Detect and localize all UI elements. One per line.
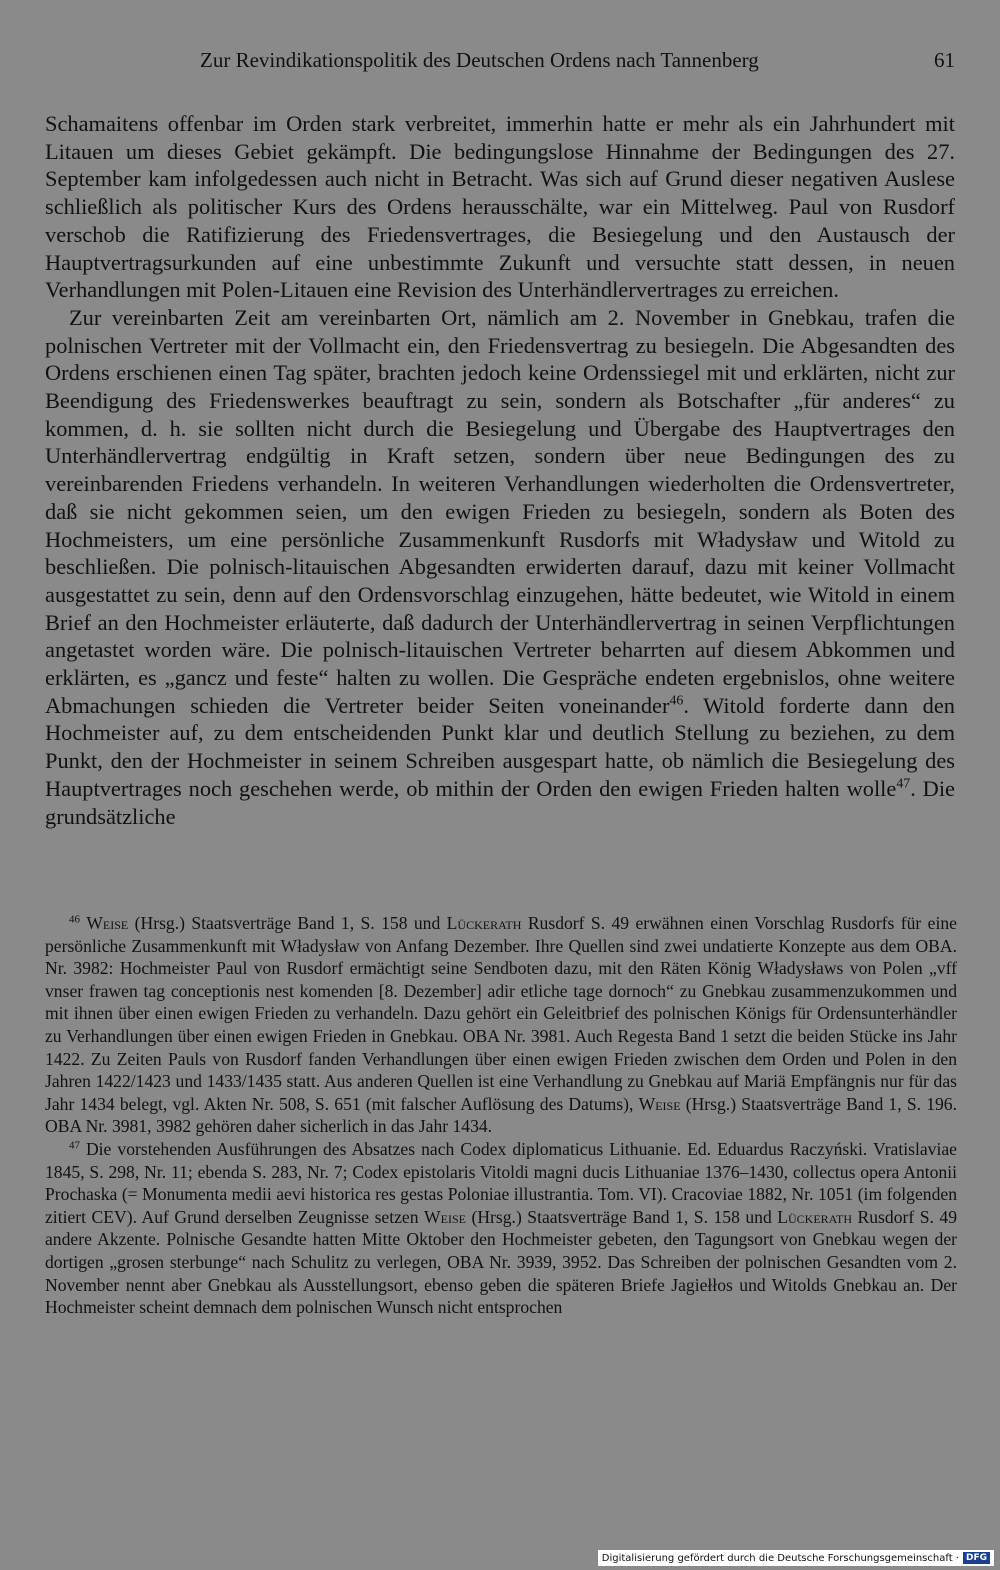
running-head [45,48,955,78]
author-name: Lückerath [446,913,522,933]
paragraph-2-part-b: . Witold forderte dann den Hochmeister auf, zu dem entscheidenden Punkt klar und deutlich Stellung zu beziehen, zu dem Punkt, den der Hochmeister in seinem Schreiben ausgespart hatte, ob nämlich die Besiegelung des Hauptvertrages noch geschehen werde, ob mithin der Orden den ewigen Frieden halten wolle [45,692,955,801]
paragraph-1: Schamaitens offenbar im Orden stark verbreitet, immerhin hatte er mehr als ein Jahrhundert mit Litauen um dieses Gebiet gekämpft. Die bedingungslose Hinnahme der Bedingungen des 27. September kam infolgedessen auch nicht in Betracht. Was sich auf Grund dieser negativen Auslese schließlich als politischer Kurs des Ordens herausschälte, war ein Mittelweg. Paul von Rusdorf verschob die Ratifizierung des Friedensvertrages, die Besiegelung und den Austausch der Hauptvertragsurkunden auf eine unbestimmte Zukunft und versuchte statt dessen, in neuen Verhandlungen mit Polen-Litauen eine Revision des Unterhändlervertrages zu erreichen. [45,111,955,303]
footnote-47-text-c: Rusdorf S. 49 andere Akzente. Polnische Gesandte hatten Mitte Oktober den Hochmeister gebeten, den Tagungsort von Gnebkau wegen der dortigen „grosen sterbunge“ nach Schulitz zu verlegen, OBA Nr. 3939, 3952. Das Schreiben der polnischen Gesandten vom 2. November nennt aber Gnebkau als Ausstellungsort, ebenso geben die späteren Briefe Jagiełłos und Witolds Gnebkau an. Der Hochmeister scheint demnach dem polnischen Wunsch nicht entsprochen [45,1206,957,1318]
author-name: Weise [424,1206,466,1227]
footnote-47-text-a: Die vorstehenden Ausführungen des Absatzes nach Codex diplomaticus Lithuanie. Ed. Eduardus Raczyński. Vratislaviae 1845, S. 298, Nr. 11; ebenda S. 283, Nr. 7; Codex epistolaris Vitoldi magni ducis Lithuaniae 1376–1430, collectus opera Antonii Prochaska (= Monumenta medii aevi historica res gestas Poloniae illustrantia. Tom. VI). Cracoviae 1882, Nr. 1051 (im folgenden zitiert CEV). Auf Grund derselben Zeugnisse setzen [45,1138,957,1227]
footnote-ref-47: 47 [896,776,911,792]
dfg-logo-icon: DFG [963,1552,990,1564]
author-name: Lückerath [777,1206,853,1227]
paragraph-2-part-a: Zur vereinbarten Zeit am vereinbarten Ort, nämlich am 2. November in Gnebkau, trafen die polnischen Vertreter mit der Vollmacht ein, den Friedensvertrag zu besiegeln. Die Abgesandten des Ordens erschienen einen Tag später, brachten jedoch keine Ordenssiegel mit und erklärten, nicht zur Beendigung des Friedenswerkes beauftragt zu sein, sondern als Botschafter „für anderes“ zu kommen, d. h. sie sollten nicht durch die Besiegelung und Übergabe des Hauptvertrages den Unterhändlervertrag endgültig in Kraft setzen, sondern über neue Bedingungen des zu vereinbarenden Friedens verhandeln. In weiteren Verhandlungen wiederholten die Ordensvertreter, daß sie nicht gekommen seien, um den ewigen Frieden zu besiegeln, sondern als Boten des Hochmeisters, um eine persönliche Zusammenkunft Rusdorfs mit Władysław und Witold zu beschließen. Die polnisch-litauischen Abgesandten erwiderten darauf, dazu mit keiner Vollmacht ausgestattet zu sein, denn auf den Ordensvorschlag einzugehen, hätte bedeutet, wie Witold in einem Brief an den Hochmeister erläuterte, daß dadurch der Unterhändlervertrag in seinen Verpflichtungen angetastet worden wäre. Die polnisch-litauischen Vertreter beharrten auf diesem Abkommen und erklärten, es „gancz und feste“ halten zu wollen. Die Gespräche endeten ergebnislos, ohne weitere Abmachungen schieden die Vertreter beider Seiten voneinander [45,304,955,718]
author-name: Weise [86,913,129,933]
paragraph-2-part-c: . Die grundsätzliche [45,775,956,829]
footnote-47 [45,1138,957,1319]
footnote-46-text-a: (Hrsg.) Staatsverträge Band 1, S. 158 und [128,913,447,933]
footnote-ref-46: 46 [669,693,684,709]
credit-text: Digitalisierung gefördert durch die Deutsche Forschungsgemeinschaft · [601,1552,959,1564]
footnote-46-text-c: (Hrsg.) Staatsverträge Band 1, S. 196. OBA Nr. 3981, 3982 gehören daher sicherlich in das Jahr 1434. [45,1093,957,1137]
body-text [45,110,955,830]
author-name: Weise [638,1093,681,1114]
page-number: 61 [934,48,955,72]
running-title: Zur Revindikationspolitik des Deutschen Ordens nach Tannenberg [200,48,759,72]
paragraph-2 [45,304,955,830]
footnote-46 [45,912,957,1138]
digitization-credit [598,1550,994,1566]
footnote-47-number: 47 [69,1139,80,1152]
footnote-46-text-b: Rusdorf S. 49 erwähnen einen Vorschlag Rusdorfs für eine persönliche Zusammenkunft mit Władysław von Anfang Dezember. Ihre Quellen sind zwei undatierte Konzepte aus dem OBA. Nr. 3982: Hochmeister Paul von Rusdorf ermächtigt seine Sendboten dazu, mit den Räten König Władysławs von Polen „vff vnser frawen tag conceptionis nest komenden [8. Dezember] adir etliche tage dornoch“ zu Gnebkau zusammenzukommen und mit ihnen über einen ewigen Frieden zu verhandeln. Dazu gehört ein Geleitbrief des polnischen Königs für Ordensunterhändler zu Verhandlungen über einen ewigen Frieden in Gnebkau. OBA Nr. 3981. Auch Regesta Band 1 setzt die beiden Stücke ins Jahr 1422. Zu Zeiten Pauls von Rusdorf fanden Verhandlungen über einen ewigen Frieden zwischen dem Orden und Polen in den Jahren 1422/1423 und 1433/1435 statt. Aus anderen Quellen ist eine Verhandlung zu Gnebkau auf Mariä Empfängnis nur für das Jahr 1434 belegt, vgl. Akten Nr. 508, S. 651 (mit falscher Auflösung des Datums), [45,913,957,1114]
footnote-47-text-b: (Hrsg.) Staatsverträge Band 1, S. 158 und [465,1206,778,1227]
footnotes [45,912,957,1319]
footnote-46-number: 46 [69,913,80,926]
